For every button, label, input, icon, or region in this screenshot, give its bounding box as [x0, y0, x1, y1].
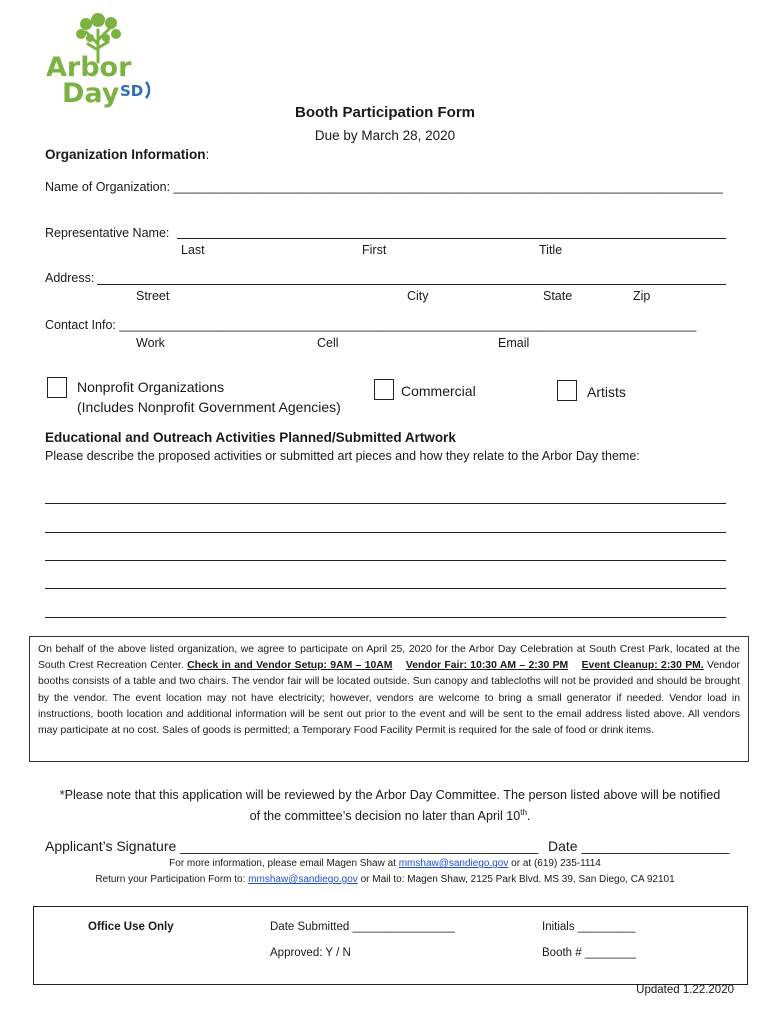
cleanup-time: Event Cleanup: 2:30 PM.: [581, 660, 704, 672]
form-title: Booth Participation Form: [295, 104, 475, 121]
address-sub-state: State: [543, 289, 573, 303]
address-sub-street: Street: [136, 289, 170, 303]
nonprofit-sublabel: (Includes Nonprofit Government Agencies): [77, 399, 341, 415]
date-submitted-field[interactable]: Date Submitted ________________: [270, 921, 455, 933]
svg-text:Arbor: Arbor: [46, 52, 132, 83]
address-field[interactable]: [97, 284, 726, 285]
form-due-date: Due by March 28, 2020: [314, 128, 456, 143]
contact-sub-cell: Cell: [317, 336, 339, 350]
tree-icon: [40, 10, 164, 110]
representative-name-field[interactable]: [177, 238, 726, 239]
return-form-line: Return your Participation Form to: mmshaw@sandiego.gov or Mail to: Magen Shaw, 2125 Park Blvd. MS 39, San Diego, CA 92101: [95, 874, 675, 885]
address-sub-zip: Zip: [633, 289, 651, 303]
updated-date: Updated 1.22.2020: [636, 984, 734, 996]
return-email-link[interactable]: mmshaw@sandiego.gov: [248, 874, 358, 885]
applicant-signature-field[interactable]: Applicant’s Signature ______________________________________________: [45, 838, 539, 854]
address-label: Address:: [45, 271, 95, 285]
rep-sub-last: Last: [181, 243, 205, 257]
info-email-link[interactable]: mmshaw@sandiego.gov: [398, 858, 509, 869]
organization-name-field[interactable]: Name of Organization: _______________________________________________________________________________: [45, 180, 723, 194]
svg-text:Day: Day: [62, 78, 120, 109]
contact-info-field[interactable]: Contact Info: ___________________________________________________________________________________: [45, 318, 697, 332]
commercial-label: Commercial: [401, 383, 476, 399]
arbor-day-logo: [40, 10, 164, 110]
review-note-line2: of the committee’s decision no later than April 10th.: [249, 808, 531, 824]
signature-date-field[interactable]: Date ___________________: [548, 838, 730, 854]
org-info-heading: Organization Information:: [45, 147, 210, 162]
activities-description: Please describe the proposed activities or submitted art pieces and how they relate to the Arbor Day theme:: [45, 449, 640, 463]
commercial-checkbox[interactable]: [374, 379, 394, 400]
agreement-text-start: On behalf of the above listed organization, we agree to participate on April 25, 2020 for the Arbor Day Celebration at South Crest Park, located at the South Crest Recreation Center.: [38, 644, 740, 672]
agreement-box: [29, 636, 749, 762]
activities-line-3[interactable]: [45, 560, 726, 561]
activities-heading: Educational and Outreach Activities Planned/Submitted Artwork: [45, 430, 456, 445]
rep-sub-first: First: [362, 243, 387, 257]
contact-sub-email: Email: [498, 336, 530, 350]
rep-sub-title: Title: [539, 243, 563, 257]
nonprofit-checkbox[interactable]: [47, 377, 67, 398]
vendor-fair-time: Vendor Fair: 10:30 AM – 2:30 PM: [405, 660, 569, 672]
booth-number-field[interactable]: Booth # ________: [542, 947, 637, 959]
svg-text:SD: SD: [120, 82, 144, 100]
review-note-line1: *Please note that this application will be reviewed by the Arbor Day Committee. The person listed above will be notified: [59, 788, 721, 802]
artists-label: Artists: [587, 384, 626, 400]
checkin-time: Check in and Vendor Setup: 9AM – 10AM: [187, 660, 393, 672]
approved-field[interactable]: Approved: Y / N: [270, 947, 351, 959]
office-use-title: Office Use Only: [88, 921, 174, 933]
artists-checkbox[interactable]: [557, 380, 577, 401]
initials-field[interactable]: Initials _________: [542, 921, 636, 933]
representative-name-label: Representative Name:: [45, 226, 170, 240]
agreement-text-end: Vendor booths consists of a table and two chairs. The vendor fair will be located outside. Sun canopy and tablecloths will not be provided and should be brought by the vendor. The event location may not have electricity; however, vendors are welcome to bring a small generator if needed. Vendor load in instructions, booth location and additional information will be sent out prior to the event and will be sent to the email address listed above. All vendors may participate at no cost. Sales of goods is permitted; a Temporary Food Facility Permit is required for the sale of food or drink items.: [38, 660, 740, 737]
office-use-box: [33, 906, 748, 985]
activities-line-5[interactable]: [45, 617, 726, 618]
contact-sub-work: Work: [136, 336, 165, 350]
activities-line-2[interactable]: [45, 532, 726, 533]
activities-line-1[interactable]: [45, 503, 726, 504]
address-sub-city: City: [407, 289, 429, 303]
review-note: [40, 786, 740, 825]
nonprofit-label: Nonprofit Organizations: [77, 379, 225, 395]
more-info-line: For more information, please email Magen Shaw at mmshaw@sandiego.gov or at (619) 235-1114: [169, 858, 601, 869]
activities-line-4[interactable]: [45, 588, 726, 589]
